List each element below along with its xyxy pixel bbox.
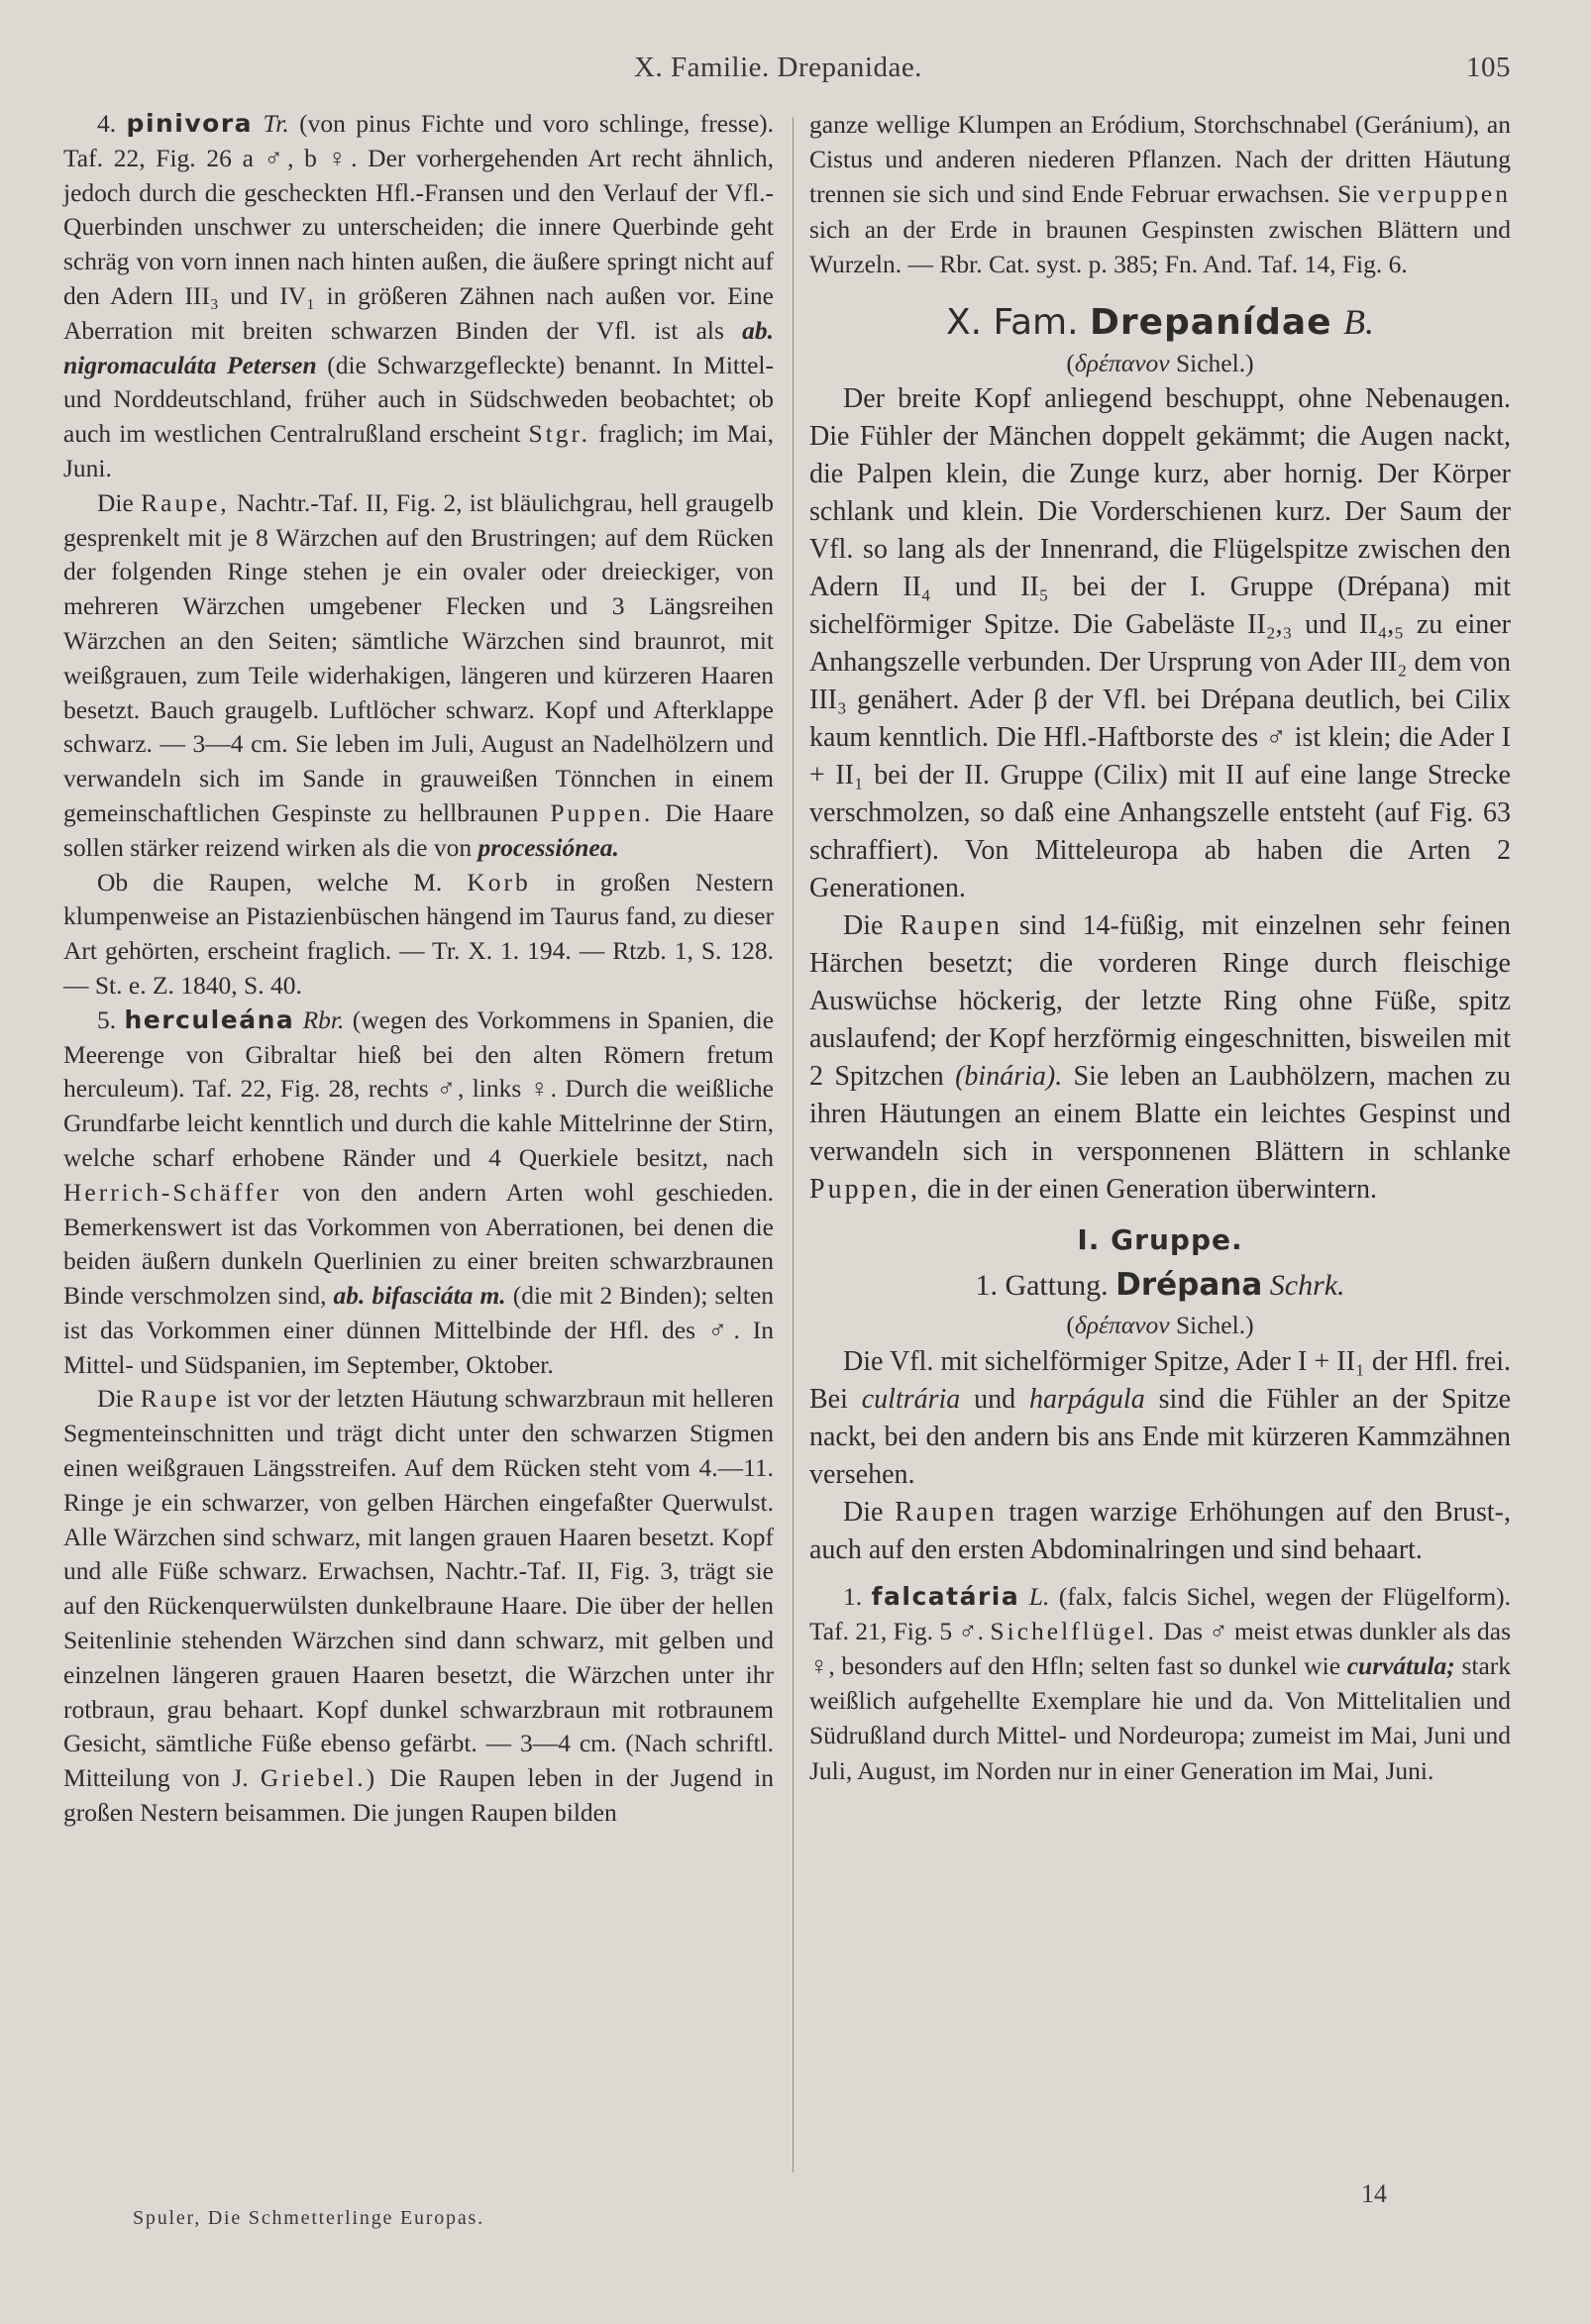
note-paragraph: [63, 866, 774, 1004]
paragraph-text: ganze wellige Klumpen an Eródium, Storchschnabel (Geránium), an Cistus und anderen niederen Pflanzen. Nach der dritten Häutung trennen sie sich und sind Ende Februar erwachsen. Sie: [809, 110, 1511, 209]
species-ref: harpágula: [1029, 1383, 1145, 1415]
species-number: 1.: [843, 1581, 863, 1611]
larva-paragraph: [809, 907, 1511, 1209]
species-entry-herculeana: [63, 1004, 774, 1383]
paragraph-text: Die Vfl. mit sichelförmiger Spitze, Ader I + II₁ der Hfl. frei. Bei: [809, 1345, 1511, 1415]
signature-mark: 14: [1361, 2179, 1387, 2208]
paragraph-text: sind 14-füßig, mit einzelnen sehr feinen Härchen besetzt; die vorderen Ringe durch fleischige Auswüchse höckerig, der letzte Ring ohne Füße, spitz auslaufend; der Kopf herzförmig eingeschnitten, bisweilen mit 2 Spitzchen: [809, 910, 1512, 1093]
paragraph-text: (wegen des Vorkommens in Spanien, die Meerenge von Gibraltar hieß bei den alten Römern fretum herculeum). Taf. 22, Fig. 28, rechts ♂, links ♀. Durch die weißliche Grundfarbe leicht kenntlich und durch die kahle Mittelrinne der Stirn, welche scharf erhobene Ränder und 4 Querkiele besitzt, nach: [63, 1004, 775, 1172]
species-ref: curvátula;: [1346, 1651, 1455, 1681]
paragraph-text: Die Haare sollen stärker reizend wirken als die von: [63, 797, 774, 862]
paragraph-text: Die Raupen leben in der Jugend in großen Nestern beisammen. Die jungen Raupen bilden: [63, 1763, 774, 1828]
continued-paragraph: [809, 107, 1511, 281]
page-number: 105: [1466, 52, 1511, 83]
paragraph-text: und: [974, 1383, 1016, 1415]
etymology-text: Sichel.: [1175, 349, 1246, 378]
paragraph-text: (falx, falcis Sichel, wegen der Flügelform). Taf. 21, Fig. 5 ♂.: [809, 1581, 1512, 1645]
family-description: [809, 380, 1511, 1209]
family-etymology: (δρέπανον Sichel.): [1066, 349, 1254, 378]
family-name: Drepanídae: [1089, 302, 1332, 344]
paragraph-text: Sie leben an Laubhölzern, machen zu ihren Häutungen an einem Blatte ein leichtes Gespinst und verwandeln sich in versponnenen Blättern in schlanke: [809, 1061, 1512, 1168]
species-ref: (binária).: [955, 1061, 1063, 1093]
paragraph-text: in großen Nestern klumpenweise an Pistazienbüschen hängend im Taurus fand, zu dieser Art gehörten, erscheint fraglich. — Tr. X. 1. 194. — Rtzb. 1, S. 128. — St. e. Z. 1840, S. 40.: [63, 867, 775, 1000]
paragraph-text: stark weißlich aufgehellte Exemplare hie und da. Von Mittelitalien und Südrußland durch Mittel- und Nordeuropa; zumeist im Mai, Juni und Juli, August, im Norden nur in einer Generation im Mai, Juni.: [809, 1651, 1512, 1785]
common-name: Sichelflügel.: [990, 1616, 1158, 1645]
description-paragraph: [809, 1343, 1511, 1494]
footer-citation: Spuler, Die Schmetterlinge Europas.: [133, 2207, 484, 2229]
paragraph-text: (die Schwarzgefleckte) benannt. In Mittel- und Norddeutschland, früher auch in Südschweden beobachtet; ob auch im westlichen Centralrußland erscheint: [63, 350, 774, 449]
species-number: 5.: [97, 1004, 117, 1034]
species-entry-pinivora: [63, 107, 774, 486]
paragraph-text: Die: [843, 910, 884, 942]
emphasis-term: Raupen: [895, 1496, 998, 1528]
emphasis-term: Puppen.: [550, 797, 654, 827]
aberration-name: ab. nigromaculáta Petersen: [63, 315, 775, 379]
family-author: B.: [1343, 302, 1374, 343]
species-name: pinivora: [126, 109, 254, 138]
emphasis-term: Puppen,: [809, 1174, 920, 1206]
author-ref: Griebel.): [260, 1763, 378, 1793]
header-title: X. Familie. Drepanidae.: [634, 52, 922, 83]
paragraph-text: Die: [97, 1384, 134, 1414]
paragraph-text: Die: [97, 487, 134, 517]
paragraph-text: (von pinus Fichte und voro schlinge, fresse). Taf. 22, Fig. 26 a ♂, b ♀. Der vorhergehenden Art recht ähnlich, jedoch durch die gescheckten Hfl.-Fransen und den Verlauf der Vfl.-Querbinden unschwer zu unterscheiden; die innere Querbinde geht schräg von vorn innen nach hinten außen, die äußere springt nicht auf den Adern III₃ und IV₁ in größeren Zähnen nach außen vor. Eine Aberration mit breiten schwarzen Binden der Vfl. ist als: [63, 109, 775, 345]
larva-paragraph: [809, 1494, 1511, 1569]
group-heading: I. Gruppe.: [1077, 1223, 1243, 1257]
paragraph-text: ist vor der letzten Häutung schwarzbraun mit helleren Segmenteinschnitten und trägt dicht unter den schwarzen Stigmen einen weißgrauen Längsstreifen. Auf dem Rücken steht vom 4.—11. Ringe je ein schwarzer, von gelben Härchen eingefaßter Querwulst. Alle Wärzchen sind schwarz, mit langen grauen Haaren besetzt. Kopf und alle Füße schwarz. Erwachsen, Nachtr.-Taf. II, Fig. 3, trägt sie auf den Rückenquerwülsten dunkelbraune Haare. Die über der hellen Seitenlinie stehenden Wärzchen sind dann schwarz, mit gelben und einzelnen längeren grauen Haaren besetzt, die Wärzchen unter ihr rotbraun, grau behaart. Kopf dunkel schwarzbraun mit rotbraunem Gesicht, sämtliche Füße ebenso gefärbt. — 3—4 cm. (Nach schriftl. Mitteilung von J.: [63, 1384, 774, 1793]
paragraph-text: tragen warzige Erhöhungen auf den Brust-, auch auf den ersten Abdominalringen und sind behaart.: [809, 1496, 1512, 1565]
species-author: L.: [1028, 1581, 1050, 1611]
greek-word: δρέπανον: [1074, 1311, 1170, 1340]
species-author: Tr.: [263, 109, 289, 138]
genus-prefix: 1. Gattung.: [975, 1269, 1109, 1303]
paragraph-text: sind die Fühler an der Spitze nackt, bei den andern bis ans Ende mit kürzeren Kammzähnen versehen.: [809, 1383, 1512, 1490]
emphasis-term: Raupen: [900, 910, 1003, 942]
emphasis-term: verpuppen: [1377, 179, 1511, 209]
species-name: falcatária: [871, 1581, 1020, 1611]
author-ref: Herrich-Schäffer: [63, 1177, 282, 1207]
aberration-name: ab. bifasciáta m.: [333, 1281, 506, 1311]
genus-description: [809, 1343, 1511, 1569]
paragraph-text: Die: [843, 1496, 884, 1528]
larva-paragraph: [63, 486, 774, 866]
emphasis-term: Raupe,: [141, 487, 230, 517]
paragraph-text: sich an der Erde in braunen Gespinsten zwischen Blättern und Wurzeln. — Rbr. Cat. syst. p. 385; Fn. And. Taf. 14, Fig. 6.: [809, 214, 1511, 278]
emphasis-term: Raupe: [140, 1384, 220, 1414]
author-ref: Stgr.: [528, 419, 591, 449]
genus-author: Schrk.: [1269, 1269, 1345, 1303]
greek-word: δρέπανον: [1074, 349, 1170, 378]
paragraph-text: die in der einen Generation überwintern.: [927, 1174, 1378, 1206]
column-divider: [793, 117, 794, 2172]
paragraph-text: fraglich; im Mai, Juni.: [63, 419, 775, 482]
etymology-text: Sichel.: [1175, 1311, 1246, 1340]
species-author: Rbr.: [302, 1004, 345, 1034]
paragraph-text: (die mit 2 Binden); selten ist das Vorkommen einer dünnen Mittelbinde der Hfl. des ♂. In Mittel- und Südspanien, im September, Oktober.: [63, 1281, 775, 1379]
family-prefix: X. Fam.: [946, 302, 1079, 344]
genus-name: Drépana: [1115, 1267, 1263, 1304]
description-paragraph: Der breite Kopf anliegend beschuppt, ohne Nebenaugen. Die Fühler der Mänchen doppelt gekämmt; die Augen nackt, die Palpen klein, die Zunge kurz, aber hornig. Der Körper schlank und klein. Die Vorderschienen kurz. Der Saum der Vfl. so lang als der Innenrand, die Flügelspitze zwischen den Adern II₄ und II₅ bei der I. Gruppe (Drépana) mit sichelförmiger Spitze. Die Gabeläste II₂,₃ und II₄,₅ zu einer Anhangszelle verbunden. Der Ursprung von Ader III₂ dem von III₃ genähert. Ader β der Vfl. bei Drépana deutlich, bei Cilix kaum kenntlich. Die Hfl.-Haftborste des ♂ ist klein; die Ader I + II₁ bei der II. Gruppe (Cilix) mit II auf eine lange Strecke verschmolzen, so daß eine Anhangszelle entsteht (auf Fig. 63 schraffiert). Von Mitteleuropa ab haben die Arten 2 Generationen.: [809, 383, 1511, 904]
species-ref: processiónea.: [477, 832, 619, 862]
right-column: [809, 107, 1511, 1788]
species-ref: cultrária: [861, 1383, 961, 1415]
paragraph-text: Ob die Raupen, welche M.: [97, 867, 443, 897]
species-name: herculeána: [124, 1004, 295, 1034]
left-column: [63, 107, 774, 1831]
paragraph-text: Das ♂ meist etwas dunkler als das ♀, besonders auf den Hfln; selten fast so dunkel wie: [809, 1616, 1512, 1681]
author-ref: Korb: [467, 867, 531, 897]
paragraph-text: von den andern Arten wohl geschieden. Bemerkenswert ist das Vorkommen von Aberrationen, bei denen die beiden äußern dunkeln Querlinien zu einer breiten schwarzbraunen Binde verschmolzen sind,: [63, 1177, 774, 1311]
genus-heading: [809, 1263, 1511, 1308]
family-heading: [809, 299, 1511, 346]
genus-etymology: (δρέπανον Sichel.): [1066, 1311, 1254, 1340]
paragraph-text: Nachtr.-Taf. II, Fig. 2, ist bläulichgrau, hell graugelb gesprenkelt mit je 8 Wärzchen auf den Brustringen; auf dem Rücken der folgenden Ringe stehen je ein ovaler oder dreieckiger, von mehreren Wärzchen umgebener Flecken und 3 Längsreihen Wärzchen an den Seiten; sämtliche Wärzchen sind braunrot, mit weißgrauen, zum Teile widerhakigen, längeren und kürzeren Haaren besetzt. Bauch graugelb. Luftlöcher schwarz. Kopf und Afterklappe schwarz. — 3—4 cm. Sie leben im Juli, August an Nadelhölzern und verwandeln sich im Sande in grauweißen Tönnchen in einem gemeinschaftlichen Gespinste zu hellbraunen: [63, 487, 775, 827]
species-entry-falcataria: [809, 1579, 1511, 1788]
larva-paragraph: [63, 1382, 774, 1830]
species-number: 4.: [97, 109, 117, 138]
